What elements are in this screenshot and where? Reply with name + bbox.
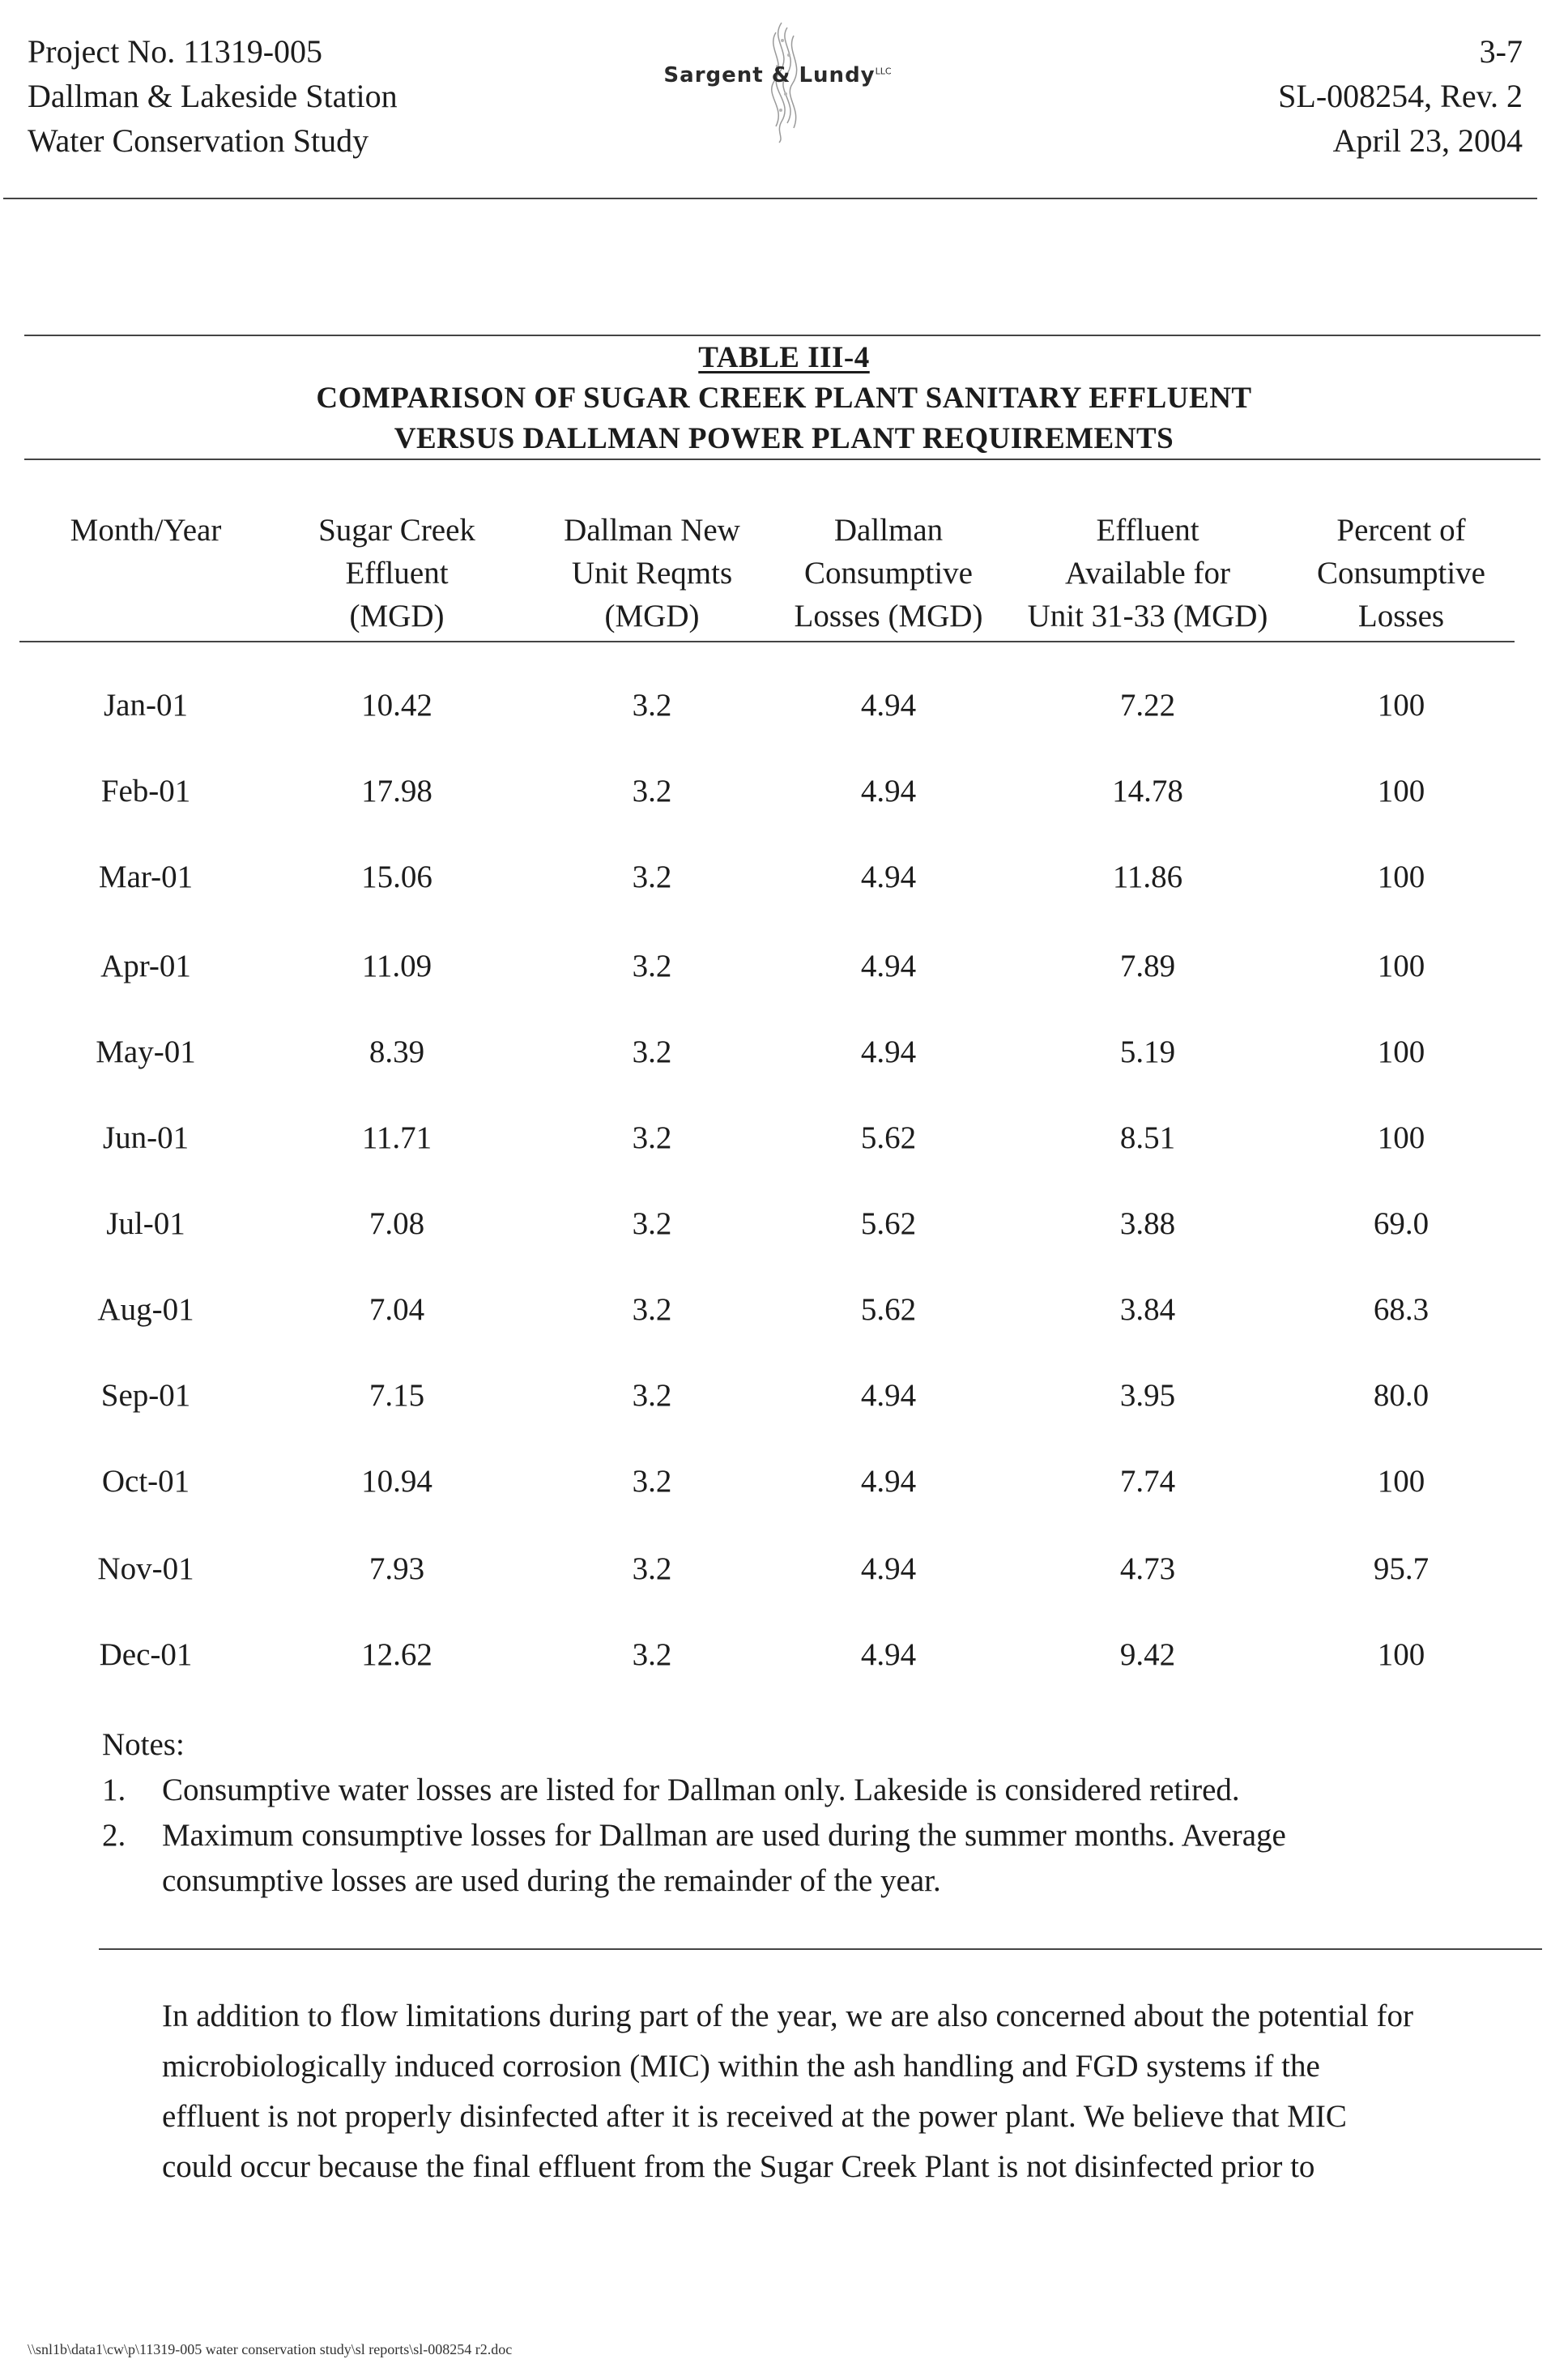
column-header-line: Losses (MGD)	[794, 599, 983, 634]
table-cell: 100	[1377, 774, 1425, 808]
table-cell: 100	[1377, 688, 1425, 723]
table-cell: 100	[1377, 1637, 1425, 1672]
column-header-line: Effluent	[345, 556, 449, 591]
table-cell: 7.08	[369, 1206, 425, 1241]
row-month: Jun-01	[102, 1120, 190, 1155]
column-header-line: Dallman	[833, 513, 944, 548]
table-cell: 3.2	[632, 1120, 672, 1155]
table-cell: 100	[1377, 1120, 1425, 1155]
column-header-3	[530, 509, 773, 638]
table-cell: 7.15	[369, 1378, 425, 1413]
table-cell: 3.2	[632, 1035, 672, 1069]
table-cell: 5.62	[860, 1292, 917, 1327]
table-cell: 3.95	[1119, 1378, 1176, 1413]
row-month: Aug-01	[97, 1292, 194, 1327]
column-header-6	[1280, 509, 1523, 638]
column-header-line: Consumptive	[1316, 556, 1485, 591]
table-cell: 3.2	[632, 1464, 672, 1499]
row-month: Jan-01	[104, 688, 188, 723]
table-cell: 5.62	[860, 1120, 917, 1155]
table-cell: 68.3	[1373, 1292, 1430, 1327]
notes-rule	[99, 1948, 1542, 1950]
table-cell: 3.2	[632, 1637, 672, 1672]
paragraph-line-3: effluent is not properly disinfected after it is received at the power plant. We believe that MIC	[162, 2099, 1347, 2134]
table-cell: 10.94	[361, 1464, 432, 1499]
logo-wordmark: Sargent & Lundy$^{LLC}$	[663, 63, 892, 87]
row-month: Oct-01	[101, 1464, 190, 1499]
table-cell: 4.94	[860, 1378, 917, 1413]
paragraph-line-1: In addition to flow limitations during part of the year, we are also concerned about the potential for	[162, 1999, 1413, 2033]
table-cell: 3.84	[1119, 1292, 1176, 1327]
header-underline	[19, 641, 1515, 642]
table-cell: 11.09	[361, 949, 432, 983]
table-cell: 7.74	[1119, 1464, 1176, 1499]
table-cell: 12.62	[361, 1637, 432, 1672]
table-cell: 3.2	[632, 860, 672, 894]
note-number: 1.	[102, 1773, 126, 1807]
paragraph-line-2: microbiologically induced corrosion (MIC) within the ash handling and FGD systems if the	[162, 2049, 1320, 2084]
note-text: Consumptive water losses are listed for Dallman only. Lakeside is considered retired.	[162, 1773, 1240, 1807]
table-cell: 3.2	[632, 774, 672, 808]
row-month: May-01	[96, 1035, 196, 1069]
table-cell: 3.88	[1119, 1206, 1176, 1241]
table-cell: 4.94	[860, 1637, 917, 1672]
table-cell: 4.94	[860, 1464, 917, 1499]
table-cell: 4.94	[860, 860, 917, 894]
row-month: Feb-01	[100, 774, 191, 808]
header-project-info	[28, 29, 398, 163]
column-header-2	[275, 509, 518, 638]
table-title: TABLE III-4	[698, 341, 870, 374]
sargent-lundy-logo	[616, 16, 940, 146]
table-cell: 4.94	[860, 774, 917, 808]
table-cell: 14.78	[1112, 774, 1183, 808]
row-month: Sep-01	[100, 1378, 191, 1413]
column-header-line: Consumptive	[803, 556, 973, 591]
table-cell: 8.39	[369, 1035, 425, 1069]
document-date: April 23, 2004	[1332, 122, 1523, 159]
notes-title: Notes:	[102, 1727, 185, 1762]
table-cell: 10.42	[361, 688, 432, 723]
station-name: Dallman & Lakeside Station	[28, 78, 398, 114]
table-cell: 7.93	[369, 1551, 425, 1586]
header-document-info	[1278, 29, 1523, 163]
column-header-line: Available for	[1065, 556, 1230, 591]
table-cell: 3.2	[632, 949, 672, 983]
table-cell: 5.19	[1119, 1035, 1176, 1069]
caption-bottom-rule	[24, 459, 1540, 460]
row-month: Dec-01	[99, 1637, 193, 1672]
table-cell: 3.2	[632, 1378, 672, 1413]
row-month: Jul-01	[106, 1206, 185, 1241]
table-cell: 3.2	[632, 1206, 672, 1241]
table-cell: 4.94	[860, 688, 917, 723]
table-cell: 100	[1377, 949, 1425, 983]
column-header-4	[767, 509, 1010, 638]
table-cell: 4.94	[860, 1551, 917, 1586]
project-number: Project No. 11319-005	[28, 33, 323, 70]
column-header-1	[24, 509, 267, 552]
column-header-line: Unit 31-33 (MGD)	[1027, 599, 1268, 634]
table-cell: 69.0	[1373, 1206, 1430, 1241]
table-cell: 7.22	[1119, 688, 1176, 723]
page-number: 3-7	[1479, 33, 1523, 70]
paragraph-line-4: could occur because the final effluent from the Sugar Creek Plant is not disinfected prior to	[162, 2149, 1315, 2184]
table-cell: 100	[1377, 1464, 1425, 1499]
table-cell: 100	[1377, 860, 1425, 894]
table-cell: 3.2	[632, 1292, 672, 1327]
table-cell: 95.7	[1373, 1551, 1430, 1586]
table-cell: 100	[1377, 1035, 1425, 1069]
table-subtitle-line-1: COMPARISON OF SUGAR CREEK PLANT SANITARY EFFLUENT	[316, 382, 1252, 415]
table-cell: 8.51	[1119, 1120, 1176, 1155]
table-cell: 9.42	[1119, 1637, 1176, 1672]
row-month: Apr-01	[100, 949, 191, 983]
table-cell: 17.98	[361, 774, 432, 808]
column-header-line: Percent of	[1336, 513, 1466, 548]
column-header-line: Losses	[1357, 599, 1445, 634]
footer-file-path: \\snl1b\data1\cw\p\11319-005 water conservation study\sl reports\sl-008254 r2.doc	[28, 2341, 513, 2357]
column-header-line: (MGD)	[604, 599, 700, 634]
column-header-line: Effluent	[1096, 513, 1199, 548]
caption-top-rule	[24, 335, 1540, 336]
note-text: consumptive losses are used during the remainder of the year.	[162, 1863, 941, 1898]
table-cell: 5.62	[860, 1206, 917, 1241]
table-cell: 4.94	[860, 949, 917, 983]
table-cell: 3.2	[632, 1551, 672, 1586]
column-header-line: Unit Reqmts	[571, 556, 733, 591]
column-header-line: (MGD)	[349, 599, 445, 634]
note-number: 2.	[102, 1818, 126, 1853]
body-paragraph	[162, 1991, 1555, 2192]
table-cell: 11.71	[361, 1120, 432, 1155]
column-header-5	[1026, 509, 1269, 638]
table-cell: 15.06	[361, 860, 432, 894]
study-name: Water Conservation Study	[28, 122, 369, 159]
document-revision: SL-008254, Rev. 2	[1278, 78, 1523, 114]
table-cell: 3.2	[632, 688, 672, 723]
row-month: Mar-01	[98, 860, 194, 894]
table-cell: 4.94	[860, 1035, 917, 1069]
table-cell: 7.89	[1119, 949, 1176, 983]
table-cell: 11.86	[1112, 860, 1183, 894]
header-rule	[3, 198, 1537, 199]
table-cell: 4.73	[1119, 1551, 1176, 1586]
column-header-line: Dallman New	[564, 513, 740, 548]
column-header-line: Month/Year	[70, 513, 222, 548]
table-cell: 80.0	[1373, 1378, 1430, 1413]
note-text: Maximum consumptive losses for Dallman are used during the summer months. Average	[162, 1818, 1286, 1853]
table-cell: 7.04	[369, 1292, 425, 1327]
column-header-line: Sugar Creek	[318, 513, 475, 548]
row-month: Nov-01	[97, 1551, 194, 1586]
table-subtitle-line-2: VERSUS DALLMAN POWER PLANT REQUIREMENTS	[394, 422, 1174, 455]
